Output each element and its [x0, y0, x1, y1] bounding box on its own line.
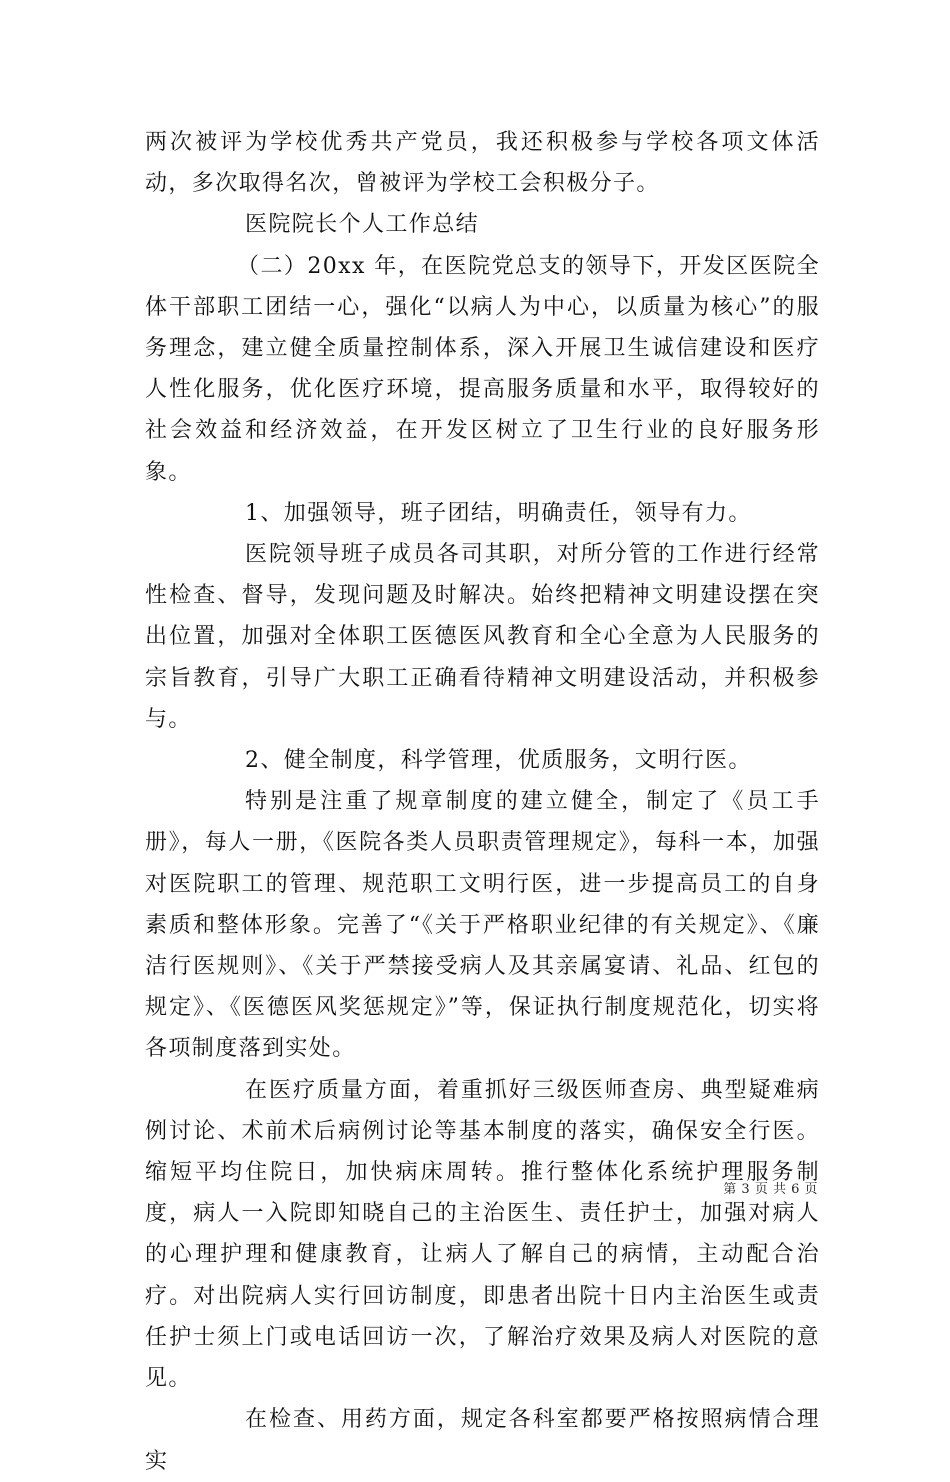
paragraph-intro: （二）20xx 年，在医院党总支的领导下，开发区医院全体干部职工团结一心，强化“以病人为中心，以质量为核心”的服务理念，建立健全质量控制体系，深入开展卫生诚信建设和医疗人性化服务，优化医疗环境，提高服务质量和水平，取得较好的社会效益和经济效益，在开发区树立了卫生行业的良好服务形象。: [145, 253, 820, 485]
item-heading-1: 1、加强领导，班子团结，明确责任，领导有力。: [245, 500, 752, 526]
section-title: 医院院长个人工作总结: [245, 212, 480, 238]
document-body: [145, 122, 820, 1482]
paragraph-medical-quality: 在医疗质量方面，着重抓好三级医师查房、典型疑难病例讨论、术前术后病例讨论等基本制度的落实，确保安全行医。缩短平均住院日，加快病床周转。推行整体化系统护理服务制度，病人一入院即知晓自己的主治医生、责任护士，加强对病人的心理护理和健康教育，让病人了解自己的病情，主动配合治疗。对出院病人实行回访制度，即患者出院十日内主治医生或责任护士须上门或电话回访一次，了解治疗效果及病人对医院的意见。: [145, 1077, 820, 1392]
paragraph-leadership: 医院领导班子成员各司其职，对所分管的工作进行经常性检查、督导，发现问题及时解决。始终把精神文明建设摆在突出位置，加强对全体职工医德医风教育和全心全意为人民服务的宗旨教育，引导广大职工正确看待精神文明建设活动，并积极参与。: [145, 542, 820, 732]
paragraph-regulations: 特别是注重了规章制度的建立健全，制定了《员工手册》，每人一册，《医院各类人员职责管理规定》，每科一本，加强对医院职工的管理、规范职工文明行医，进一步提高员工的自身素质和整体形象。完善了“《关于严格职业纪律的有关规定》、《廉洁行医规则》、《关于严禁接受病人及其亲属宴请、礼品、红包的规定》、《医德医风奖惩规定》”等，保证执行制度规范化，切实将各项制度落到实处。: [145, 789, 820, 1062]
item-heading-2: 2、健全制度，科学管理，优质服务，文明行医。: [245, 748, 752, 774]
paragraph-continuation: 两次被评为学校优秀共产党员，我还积极参与学校各项文体活动，多次取得名次，曾被评为学校工会积极分子。: [145, 130, 820, 197]
paragraph-medication: 在检查、用药方面，规定各科室都要严格按照病情合理实: [145, 1407, 820, 1474]
page-number-footer: 第 3 页 共 6 页: [723, 1182, 818, 1197]
